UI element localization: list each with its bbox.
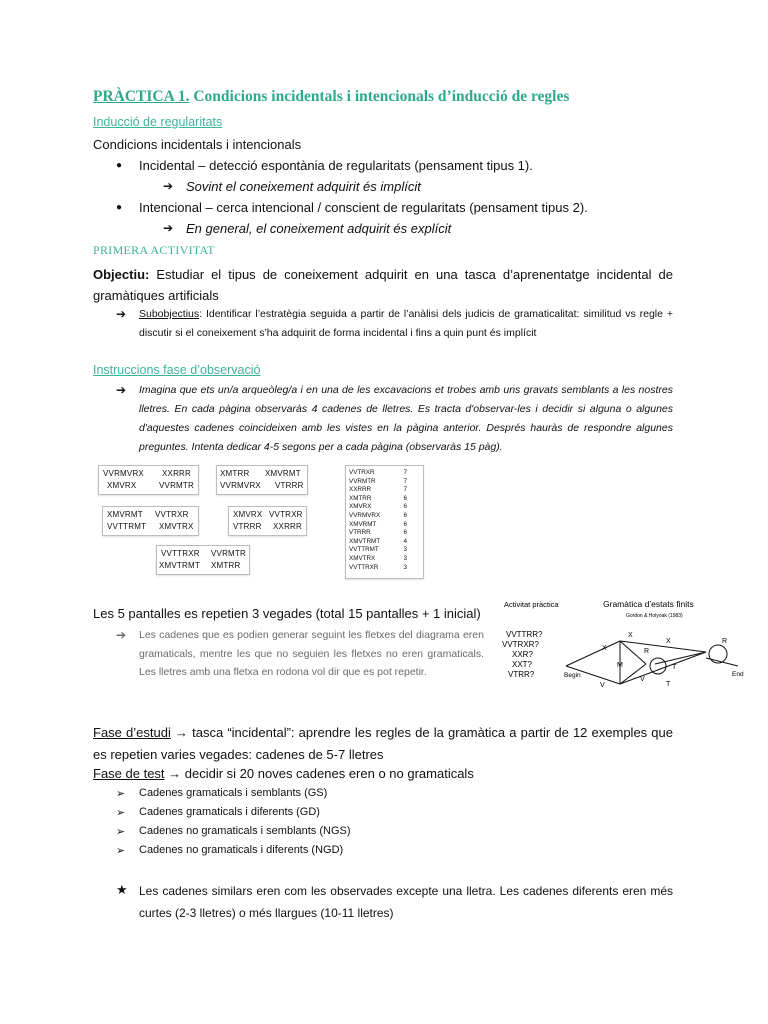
diagram-label: V [640, 676, 645, 683]
string-d: XMVTRX [159, 522, 194, 531]
table-row [349, 503, 419, 512]
diagram-q3: XXR? [512, 650, 533, 659]
row-count: 4 [403, 537, 407, 545]
diagram-end: End [732, 671, 744, 678]
list-marker: ➢ [116, 788, 126, 800]
pantalles-text: Les 5 pantalles es repetien 3 vegades (total 15 pantalles + 1 inicial) [93, 606, 481, 621]
fase-test-text: → decidir si 20 noves cadenes eren o no gramaticals [164, 766, 474, 781]
instruccions-text: Imagina que ets un/a arqueòleg/a i en una de les excavacions et trobes amb uns gravats semblants a les nostres lletres. En cada pàgina observaràs 4 cadenes de lletres. Es tracta d'observar-les i decidir si alguna o algunes d'aquestes cadenes coincideixen amb les vistes en la pàgina anterior. Després hauràs de respondre algunes preguntes. Intenta dedicar 4-5 segons per a cada pàgina (observaràs 15 pàg). [139, 384, 673, 453]
table-row [349, 469, 419, 478]
title-rest: Condicions incidentals i intencionals d’inducció de regles [189, 88, 570, 105]
string-d: XMTRR [211, 561, 241, 570]
string-a: VVRMVRX [103, 469, 144, 478]
diagram-q4: XXT? [512, 660, 533, 669]
string-box [156, 545, 250, 575]
row-count: 6 [403, 503, 407, 511]
diagram-label: M [617, 662, 623, 669]
page-title [93, 88, 569, 106]
diagram-q1: VVTTRR? [506, 630, 543, 639]
row-count: 6 [403, 529, 407, 537]
string-d: VVRMTR [159, 481, 194, 490]
list-marker: ➢ [116, 807, 126, 819]
incidental-sub: Sovint el coneixement adquirit és implícit [186, 179, 421, 194]
diagram-q2: VVTRXR? [502, 640, 539, 649]
row-string: XMVRMT [349, 520, 377, 528]
table-row [349, 564, 419, 573]
list-marker: ➢ [116, 845, 126, 857]
row-string: XXRRR [349, 486, 372, 494]
fase-estudi-label: Fase d’estudi [93, 725, 171, 740]
arrow-icon: ➔ [116, 383, 127, 397]
row-string: VVTTRMT [349, 546, 379, 554]
star-text: Les cadenes similars eren com les observades excepte una lletra. Les cadenes diferents eren més curtes (2-3 lletres) o més llargues (10-11 lletres) [139, 884, 673, 920]
diagram-label: X [602, 645, 607, 652]
string-d: VTRRR [275, 481, 304, 490]
row-count: 3 [403, 563, 407, 571]
row-string: XMTRR [349, 494, 372, 502]
arrow-icon: ➔ [163, 179, 174, 193]
table-row [349, 546, 419, 555]
intencional-sub: En general, el coneixement adquirit és explícit [186, 221, 452, 236]
intencional-text: Intencional – cerca intencional / conscient de regularitats (pensament tipus 2). [139, 200, 588, 215]
diagram-q5: VTRR? [508, 670, 535, 679]
diagram-label: R [644, 648, 650, 655]
arrow-icon: ➔ [116, 307, 127, 321]
string-d: XXRRR [273, 522, 303, 531]
arrow-icon: ➔ [163, 221, 174, 235]
list-item: Cadenes no gramaticals i semblants (NGS) [139, 825, 351, 837]
row-count: 3 [403, 555, 407, 562]
row-count: 7 [403, 486, 407, 494]
bullet-icon: ● [116, 202, 123, 213]
string-b: VVTRXR [269, 510, 303, 519]
string-box [102, 506, 199, 536]
objectiu-text: Estudiar el tipus de coneixement adquirit en una tasca d’aprenentatge incidental de gramàtiques artificials [93, 267, 673, 303]
row-count: 6 [403, 494, 407, 502]
incidental-text: Incidental – detecció espontània de regularitats (pensament tipus 1). [139, 158, 533, 173]
string-c: VVTTRMT [107, 522, 147, 531]
table-row [349, 478, 419, 487]
diagram-title: Gramàtica d’estats finits [603, 599, 694, 609]
pantalles-sub: Les cadenes que es podien generar seguint les fletxes del diagrama eren gramaticals, mentre les que no seguien les fletxes no eren gramaticals. Les lletres amb una fletxa en rodona vol dir que es pot repetir. [139, 629, 484, 679]
diagram-author: Gordon & Holyoak (1983) [626, 613, 683, 619]
subobjectius-label: Subobjectius [139, 308, 200, 320]
list-item: Cadenes no gramaticals i diferents (NGD) [139, 844, 344, 856]
diagram-activitat: Activitat pràctica [504, 600, 559, 609]
string-box [98, 465, 199, 495]
row-count: 7 [403, 477, 407, 485]
string-a: VVTTRXR [161, 549, 200, 558]
string-c: XMVRX [107, 481, 137, 490]
string-c: VTRRR [233, 522, 262, 531]
objectiu [93, 264, 673, 306]
table-row [349, 486, 419, 495]
arrow-icon: ➔ [116, 628, 127, 642]
fase-estudi-text: → tasca “incidental”: aprendre les regles de la gramàtica a partir de 12 exemples que es repetien varies vegades: cadenes de 5-7 lletres [93, 725, 674, 762]
section-primera: PRIMERA ACTIVITAT [93, 243, 215, 257]
row-string: VTRRR [349, 529, 371, 537]
diagram-label: X [666, 638, 671, 645]
row-string: XMVTRMT [349, 537, 381, 545]
string-box [216, 465, 308, 495]
subobjectius [139, 305, 673, 343]
title-prefix: PRÀCTICA 1. [93, 88, 190, 105]
string-box [228, 506, 307, 536]
string-a: XMVRMT [107, 510, 143, 519]
objectiu-label: Objectiu: [93, 267, 150, 282]
string-b: XXRRR [162, 469, 192, 478]
row-string: VVTTRXR [349, 563, 379, 571]
row-count: 7 [403, 469, 407, 476]
table-row [349, 521, 419, 530]
diagram-label: R [722, 638, 728, 645]
fase-estudi [93, 722, 673, 765]
string-a: XMVRX [233, 510, 263, 519]
grammar-diagram [498, 594, 750, 690]
diagram-label: T [666, 681, 671, 688]
table-row [349, 555, 419, 564]
row-count: 6 [403, 512, 407, 519]
string-a: XMTRR [220, 469, 250, 478]
link-regularitats[interactable]: Inducció de regularitats [93, 115, 223, 129]
string-c: XMVTRMT [159, 561, 200, 570]
list-item: Cadenes gramaticals i semblants (GS) [139, 787, 328, 799]
table-row [349, 512, 419, 521]
row-count: 6 [403, 520, 407, 528]
link-instruccions[interactable]: Instruccions fase d’observació [93, 363, 261, 377]
string-b: XMVRMT [265, 469, 301, 478]
table-row [349, 538, 419, 547]
bullet-icon: ● [116, 160, 123, 171]
string-c: VVRMVRX [220, 481, 261, 490]
diagram-begin: Begin [564, 672, 581, 679]
frequency-table [345, 465, 424, 579]
string-b: VVRMTR [211, 549, 246, 558]
fase-test-label: Fase de test [93, 766, 165, 781]
table-row [349, 529, 419, 538]
string-b: VVTRXR [155, 510, 189, 519]
list-marker: ➢ [116, 826, 126, 838]
row-string: XMVTRX [349, 555, 376, 562]
star-icon: ★ [116, 882, 128, 897]
row-string: VVRMTR [349, 477, 376, 485]
list-item: Cadenes gramaticals i diferents (GD) [139, 806, 320, 818]
diagram-label: V [600, 682, 605, 689]
subobjectius-text: : Identificar l’estratègia seguida a partir de l’anàlisi dels judicis de gramaticalitat: similitud vs regle + discutir si el coneixement s’ha adquirit de forma incidental i fins a quin punt és implícit [139, 308, 673, 339]
diagram-label: T [672, 664, 677, 671]
row-count: 3 [403, 546, 407, 554]
diagram-label: X [628, 632, 633, 639]
row-string: VVRMVRX [349, 512, 381, 519]
fase-test [93, 766, 474, 781]
row-string: XMVRX [349, 503, 372, 511]
table-row [349, 495, 419, 504]
conditions-heading: Condicions incidentals i intencionals [93, 137, 302, 152]
row-string: VVTRXR [349, 469, 375, 476]
